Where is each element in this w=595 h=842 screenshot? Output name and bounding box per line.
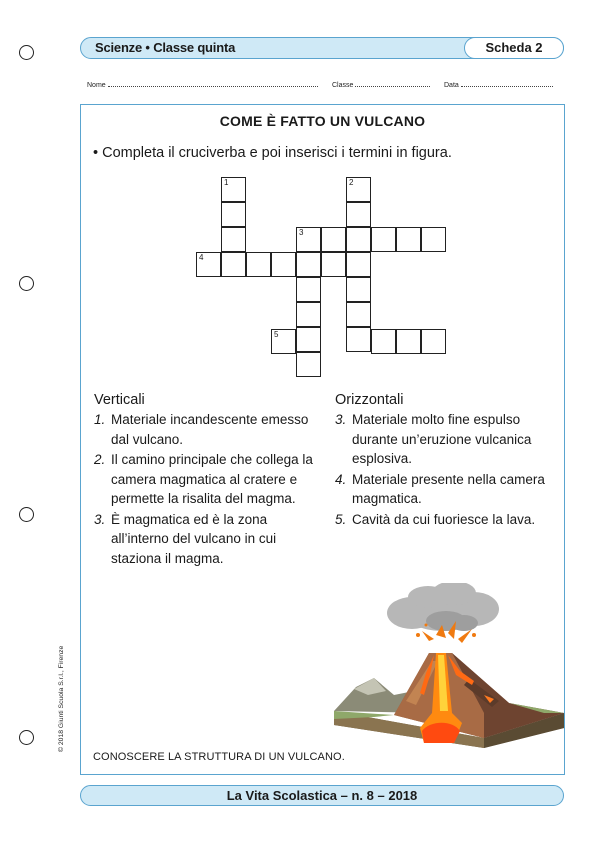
publication-footer: La Vita Scolastica – n. 8 – 2018 [80,785,564,806]
crossword-cell[interactable] [371,227,396,252]
crossword-cell[interactable] [246,252,271,277]
clue-item: 3. Materiale molto fine espulso durante un’eruzione vulcanica esplosiva. [335,412,532,466]
clue-number: 2 [349,178,354,187]
vertical-clues [94,390,324,569]
clue-item: 2. Il camino principale che collega la camera magmatica al cratere e permette la risalita del magma. [94,452,313,506]
clue-item: 1. Materiale incandescente emesso dal vulcano. [94,412,309,447]
crossword-cell[interactable] [346,202,371,227]
clue-number: 3 [299,228,304,237]
crossword-cell[interactable] [371,329,396,354]
crossword-cell[interactable] [346,252,371,277]
name-field[interactable] [108,80,318,87]
crossword-cell[interactable] [321,227,346,252]
clue-item: 3. È magmatica ed è la zona all’interno del vulcano in cui staziona il magma. [94,511,277,566]
vertical-heading: Verticali [94,392,145,408]
crossword-cell[interactable] [271,329,296,354]
crossword-cell[interactable] [346,227,371,252]
binder-hole [19,730,34,745]
crossword-cell[interactable] [221,202,246,227]
clue-number: 4 [199,253,204,262]
clue-number: 1 [224,178,229,187]
crossword-cell[interactable] [296,227,321,252]
name-label: Nome [87,82,106,89]
crossword-cell[interactable] [396,329,421,354]
crossword-cell[interactable] [221,252,246,277]
binder-hole [19,507,34,522]
crossword-cell[interactable] [221,177,246,202]
crossword-cell[interactable] [196,252,221,277]
crossword-cell[interactable] [296,252,321,277]
crossword-cell[interactable] [346,277,371,302]
instruction-text: • Completa il cruciverba e poi inserisci i termini in figura. [93,145,452,161]
horizontal-clues [335,390,557,530]
page-title: COME È FATTO UN VULCANO [219,113,426,129]
crossword-cell[interactable] [221,227,246,252]
crossword-cell[interactable] [296,302,321,327]
clue-item: 5. Cavità da cui fuoriesce la lava. [335,511,536,527]
binder-hole [19,45,34,60]
date-field[interactable] [461,80,553,87]
class-label: Classe [332,82,354,89]
crossword-cell[interactable] [421,329,446,354]
crossword-cell[interactable] [396,227,421,252]
volcano-illustration [334,583,564,748]
copyright-text: © 2018 Giunti Scuola S.r.l., Firenze [58,645,65,752]
clue-item: 4. Materiale presente nella camera magmatica. [335,471,545,506]
crossword-cell[interactable] [346,327,371,352]
worksheet-frame [80,104,565,775]
clue-number: 5 [274,330,279,339]
crossword-cell[interactable] [296,327,321,352]
class-field[interactable] [355,80,430,87]
header-bar [80,37,564,59]
crossword-cell[interactable] [321,252,346,277]
binder-hole [19,276,34,291]
crossword-cell[interactable] [271,252,296,277]
crossword-cell[interactable] [346,302,371,327]
crossword-cell[interactable] [296,352,321,377]
sheet-number: Scheda 2 [464,37,564,59]
horizontal-heading: Orizzontali [335,392,404,408]
crossword-cell[interactable] [296,277,321,302]
crossword-cell[interactable] [421,227,446,252]
date-label: Data [444,82,459,89]
crossword-cell[interactable] [346,177,371,202]
subject-label: Scienze • Classe quinta [95,40,236,55]
learning-objective: CONOSCERE LA STRUTTURA DI UN VULCANO. [93,751,345,763]
